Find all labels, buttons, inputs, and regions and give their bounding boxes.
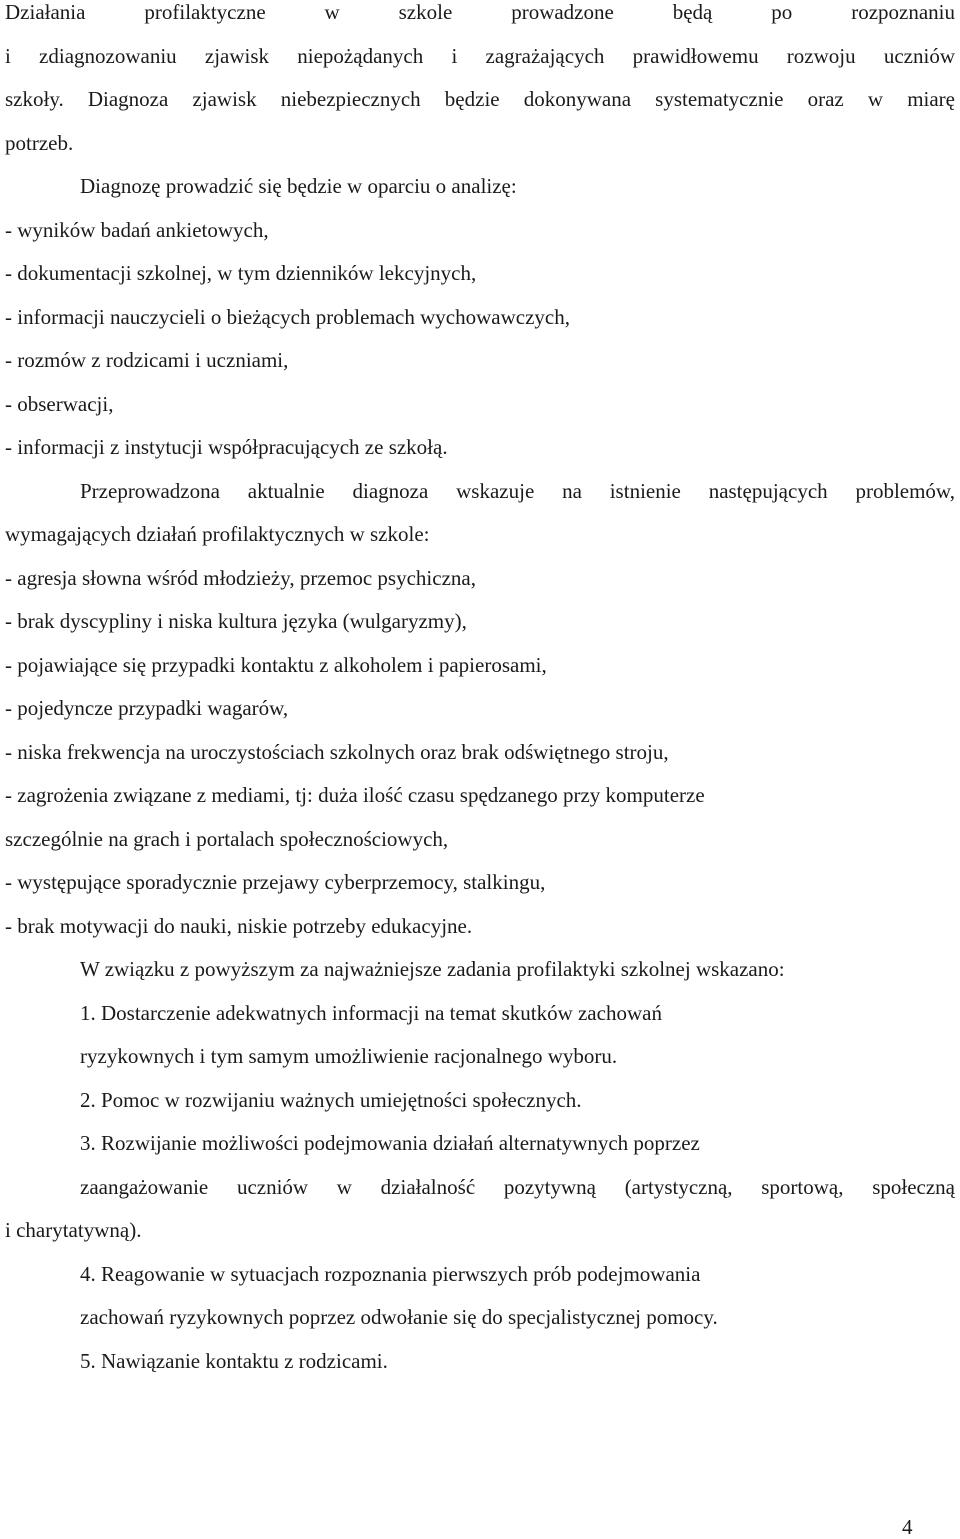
diagnosis-item: - wyników badań ankietowych,: [5, 218, 269, 242]
problem-item-continuation: szczególnie na grach i portalach społecznościowych,: [5, 827, 449, 851]
task-1: 1. Dostarczenie adekwatnych informacji na temat skutków zachowań: [80, 1001, 662, 1025]
task-3-continuation-end: i charytatywną).: [5, 1218, 142, 1242]
task-5: 5. Nawiązanie kontaktu z rodzicami.: [80, 1349, 388, 1373]
problem-item: - pojawiające się przypadki kontaktu z alkoholem i papierosami,: [5, 653, 547, 677]
diagnosis-lead: Diagnozę prowadzić się będzie w oparciu o analizę:: [80, 174, 517, 198]
problem-item: - brak motywacji do nauki, niskie potrzeby edukacyjne.: [5, 914, 473, 938]
intro-line-1: Działania profilaktyczne w szkole prowadzone będą po rozpoznaniu: [5, 0, 955, 24]
problem-item: - niska frekwencja na uroczystościach szkolnych oraz brak odświętnego stroju,: [5, 740, 669, 764]
problems-lead-2: wymagających działań profilaktycznych w szkole:: [5, 522, 430, 546]
task-4: 4. Reagowanie w sytuacjach rozpoznania pierwszych prób podejmowania: [80, 1262, 701, 1286]
problems-lead-1: Przeprowadzona aktualnie diagnoza wskazuje na istnienie następujących problemów,: [80, 479, 955, 503]
problem-item: - agresja słowna wśród młodzieży, przemoc psychiczna,: [5, 566, 476, 590]
diagnosis-item: - obserwacji,: [5, 392, 114, 416]
task-2: 2. Pomoc w rozwijaniu ważnych umiejętności społecznych.: [80, 1088, 582, 1112]
diagnosis-item: - dokumentacji szkolnej, w tym dzienników lekcyjnych,: [5, 261, 477, 285]
problem-item: - występujące sporadycznie przejawy cyberprzemocy, stalkingu,: [5, 870, 546, 894]
page-number: 4: [902, 1515, 913, 1539]
tasks-lead: W związku z powyższym za najważniejsze zadania profilaktyki szkolnej wskazano:: [80, 957, 785, 981]
diagnosis-item: - informacji nauczycieli o bieżących problemach wychowawczych,: [5, 305, 570, 329]
task-3: 3. Rozwijanie możliwości podejmowania działań alternatywnych poprzez: [80, 1131, 700, 1155]
problem-item: - pojedyncze przypadki wagarów,: [5, 696, 289, 720]
intro-line-3: szkoły. Diagnoza zjawisk niebezpiecznych będzie dokonywana systematycznie oraz w miarę: [5, 87, 955, 111]
problem-item: - brak dyscypliny i niska kultura języka (wulgaryzmy),: [5, 609, 467, 633]
intro-line-4: potrzeb.: [5, 131, 74, 155]
task-1-continuation: ryzykownych i tym samym umożliwienie racjonalnego wyboru.: [80, 1044, 618, 1068]
diagnosis-item: - rozmów z rodzicami i uczniami,: [5, 348, 289, 372]
task-3-continuation: zaangażowanie uczniów w działalność pozytywną (artystyczną, sportową, społeczną: [80, 1175, 955, 1199]
intro-line-2: i zdiagnozowaniu zjawisk niepożądanych i zagrażających prawidłowemu rozwoju uczniów: [5, 44, 955, 68]
task-4-continuation: zachowań ryzykownych poprzez odwołanie się do specjalistycznej pomocy.: [80, 1305, 718, 1329]
problem-item: - zagrożenia związane z mediami, tj: duża ilość czasu spędzanego przy komputerze: [5, 783, 705, 807]
diagnosis-item: - informacji z instytucji współpracujących ze szkołą.: [5, 435, 448, 459]
